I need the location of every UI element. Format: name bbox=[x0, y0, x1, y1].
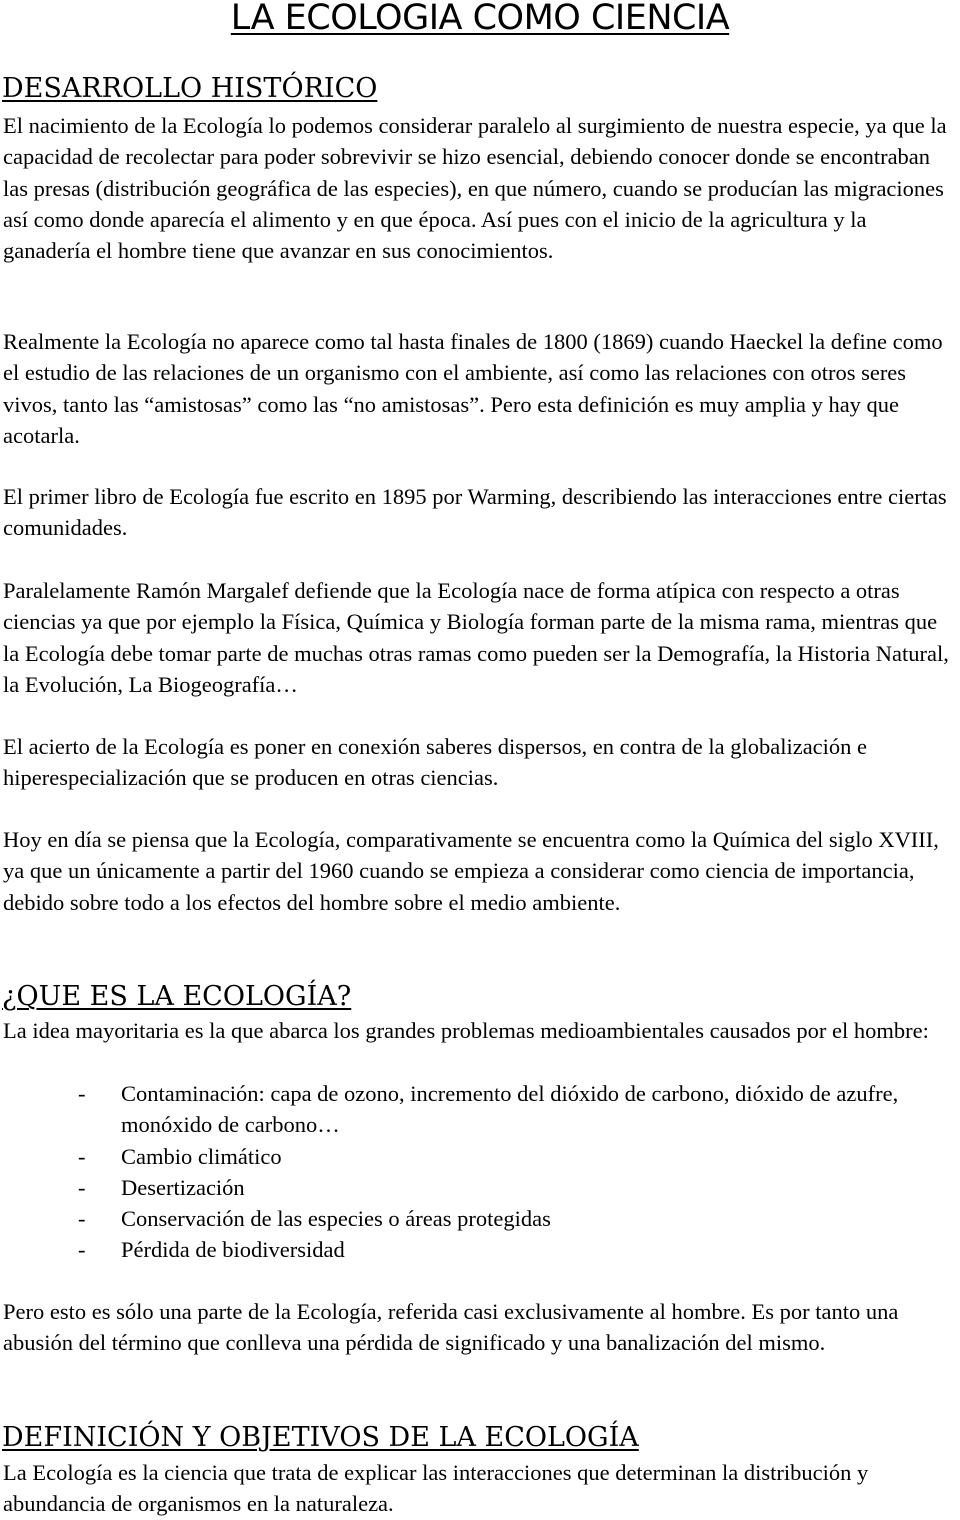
paragraph: Hoy en día se piensa que la Ecología, comparativamente se encuentra como la Química del siglo XVIII, ya que un únicamente a partir del 1960 cuando se empieza a considerar como ciencia de importancia, debido sobre todo a los efectos del hombre sobre el medio ambiente. bbox=[3, 827, 939, 915]
paragraph: El nacimiento de la Ecología lo podemos considerar paralelo al surgimiento de nuestra especie, ya que la capacidad de recolectar para poder sobrevivir se hizo esencial, debiendo conocer donde se encontraban las presas (distribución geográfica de las especies), en que número, cuando se producían las migraciones así como donde aparecía el alimento y en que época. Así pues con el inicio de la agricultura y la ganadería el hombre tiene que avanzar en sus conocimientos. bbox=[3, 113, 947, 264]
problems-list bbox=[78, 1078, 958, 1266]
list-item bbox=[78, 1234, 958, 1265]
paragraph-intro: La idea mayoritaria es la que abarca los grandes problemas medioambientales causados por el hombre: bbox=[3, 1018, 929, 1043]
list-item-text: Conservación de las especies o áreas protegidas bbox=[121, 1206, 551, 1232]
paragraph-closing: Pero esto es sólo una parte de la Ecología, referida casi exclusivamente al hombre. Es por tanto una abusión del término que conlleva una pérdida de significado y una banalización del mismo. bbox=[3, 1299, 899, 1356]
section-heading-definicion-y-objetivos: DEFINICIÓN Y OBJETIVOS DE LA ECOLOGÍA bbox=[2, 1422, 639, 1453]
paragraph: El primer libro de Ecología fue escrito en 1895 por Warming, describiendo las interacciones entre ciertas comunidades. bbox=[3, 484, 947, 541]
list-dash: - bbox=[78, 1081, 86, 1106]
list-item bbox=[78, 1078, 958, 1141]
list-item-text: Contaminación: capa de ozono, incremento del dióxido de carbono, dióxido de azufre, monóxido de carbono… bbox=[121, 1081, 899, 1138]
paragraph: El acierto de la Ecología es poner en conexión saberes dispersos, en contra de la globalización e hiperespecialización que se producen en otras ciencias. bbox=[3, 734, 868, 791]
list-dash: - bbox=[78, 1143, 86, 1169]
paragraph: Realmente la Ecología no aparece como tal hasta finales de 1800 (1869) cuando Haeckel la define como el estudio de las relaciones de un organismo con el ambiente, así como las relaciones con otros seres vivos, tanto las “amistosas” como las “no amistosas”. Pero esta definición es muy amplia y hay que acotarla. bbox=[3, 329, 943, 448]
list-item-text: Desertización bbox=[121, 1174, 245, 1200]
list-item-text: Cambio climático bbox=[121, 1143, 282, 1169]
list-dash: - bbox=[78, 1206, 86, 1232]
list-item bbox=[78, 1172, 958, 1203]
paragraph: Paralelamente Ramón Margalef defiende que la Ecología nace de forma atípica con respecto a otras ciencias ya que por ejemplo la Física, Química y Biología forman parte de la misma rama, mientras que la Ecología debe tomar parte de muchas otras ramas como pueden ser la Demografía, la Historia Natural, la Evolución, La Biogeografía… bbox=[3, 578, 949, 697]
list-item-text: Pérdida de biodiversidad bbox=[121, 1237, 345, 1263]
list-dash: - bbox=[78, 1174, 86, 1200]
list-item bbox=[78, 1141, 958, 1172]
section-heading-que-es-la-ecologia: ¿QUE ES LA ECOLOGÍA? bbox=[2, 981, 352, 1012]
paragraph: La Ecología es la ciencia que trata de explicar las interacciones que determinan la distribución y abundancia de organismos en la naturaleza. bbox=[3, 1460, 869, 1517]
list-dash: - bbox=[78, 1237, 86, 1263]
list-item bbox=[78, 1203, 958, 1234]
document-title: LA ECOLOGIA COMO CIENCIA bbox=[230, 0, 730, 38]
section-heading-desarrollo-historico: DESARROLLO HISTÓRICO bbox=[2, 73, 378, 104]
